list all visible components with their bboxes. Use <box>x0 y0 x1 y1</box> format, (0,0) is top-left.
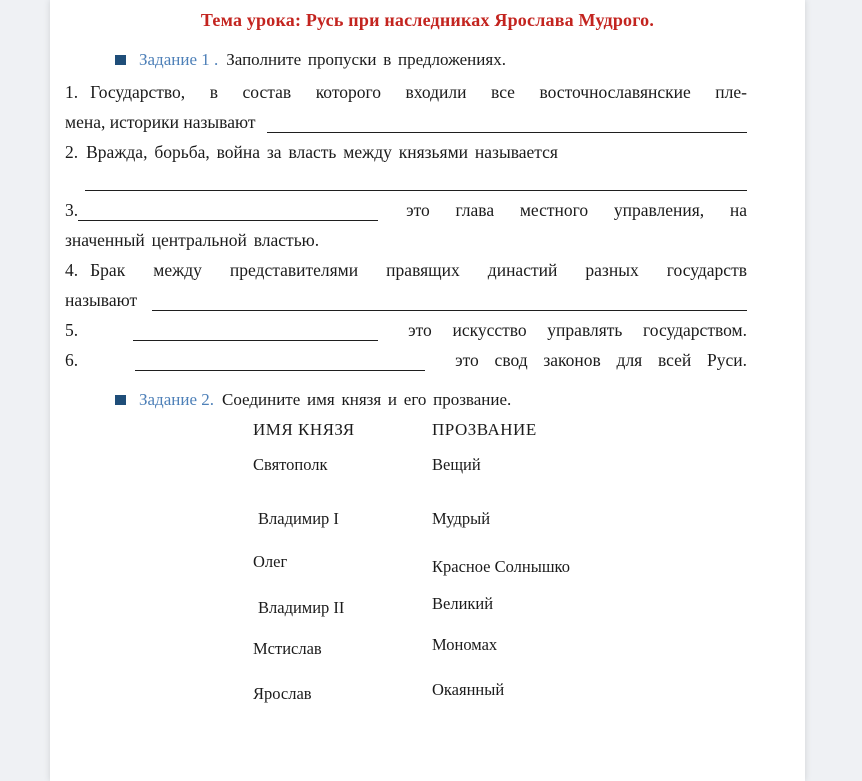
prince-name: Ярослав <box>253 684 312 703</box>
item1-line1 <box>65 77 747 107</box>
square-bullet-icon <box>115 55 126 65</box>
item2-line1 <box>65 137 747 167</box>
matching-table-rows <box>253 455 747 704</box>
item4-line1 <box>65 255 747 285</box>
item2-text: Вражда, борьба, война за власть между князьями называется <box>86 142 558 162</box>
item1-number: 1. <box>65 82 79 102</box>
square-bullet-icon <box>115 395 126 405</box>
item1-text-continued: мена, историки называют <box>65 112 256 132</box>
item4-text-continued: называют <box>65 290 138 310</box>
task1-label: Задание 1 . <box>139 50 219 69</box>
item2-line2 <box>65 167 747 195</box>
prince-name: Святополк <box>253 455 328 474</box>
page-title: Тема урока: Русь при наследниках Ярослава Мудрого. <box>200 10 655 30</box>
item6-text: это свод законов для всей Руси. <box>455 350 747 370</box>
item4-answer-blank <box>152 287 747 311</box>
prince-nickname: Мономах <box>432 635 498 654</box>
item1-text: Государство, в состав которого входили все восточнославянские пле- <box>90 82 747 102</box>
prince-name: Олег <box>253 552 288 571</box>
prince-nickname: Красное Солнышко <box>432 557 570 576</box>
item3-number: 3. <box>65 200 79 220</box>
prince-name: Владимир I <box>258 509 339 528</box>
item5-line <box>65 315 747 345</box>
item6-answer-blank <box>135 347 425 371</box>
worksheet-content <box>65 49 747 704</box>
item3-text: это глава местного управления, на <box>406 200 747 220</box>
item3-line2 <box>65 225 747 255</box>
table-row <box>253 594 747 618</box>
task2-label: Задание 2. <box>139 390 214 409</box>
column-header-nickname: ПРОЗВАНИЕ <box>432 420 537 439</box>
item2-number: 2. <box>65 142 79 162</box>
item3-answer-blank <box>78 197 378 221</box>
table-row <box>253 509 747 529</box>
prince-name: Владимир II <box>258 598 345 617</box>
prince-name: Мстислав <box>253 639 322 658</box>
prince-nickname: Великий <box>432 594 494 613</box>
worksheet-page <box>50 0 805 781</box>
table-row <box>253 680 747 704</box>
item5-text: это искусство управлять государством. <box>408 320 747 340</box>
matching-table-header <box>253 419 747 441</box>
table-row <box>253 455 747 475</box>
item2-answer-blank <box>85 167 747 191</box>
table-row <box>253 635 747 659</box>
item6-number: 6. <box>65 350 79 370</box>
item1-answer-blank <box>267 109 747 133</box>
item4-line2 <box>65 285 747 315</box>
task1-items <box>65 77 747 375</box>
prince-nickname: Вещий <box>432 455 481 474</box>
item6-line <box>65 345 747 375</box>
task1-instruction: Заполните пропуски в предложениях. <box>226 50 506 69</box>
task2-header <box>65 389 747 411</box>
table-row <box>253 552 747 576</box>
item3-text-continued: значенный центральной властью. <box>65 230 320 250</box>
matching-table <box>253 419 747 704</box>
item4-text: Брак между представителями правящих династий разных государств <box>90 260 747 280</box>
item5-number: 5. <box>65 320 79 340</box>
item4-number: 4. <box>65 260 79 280</box>
prince-nickname: Окаянный <box>432 680 505 699</box>
column-header-name: ИМЯ КНЯЗЯ <box>253 420 355 439</box>
item3-line1 <box>65 195 747 225</box>
task1-header <box>65 49 747 71</box>
item5-answer-blank <box>133 317 378 341</box>
prince-nickname: Мудрый <box>432 509 491 528</box>
task2-instruction: Соедините имя князя и его прозвание. <box>222 390 512 409</box>
item1-line2 <box>65 107 747 137</box>
